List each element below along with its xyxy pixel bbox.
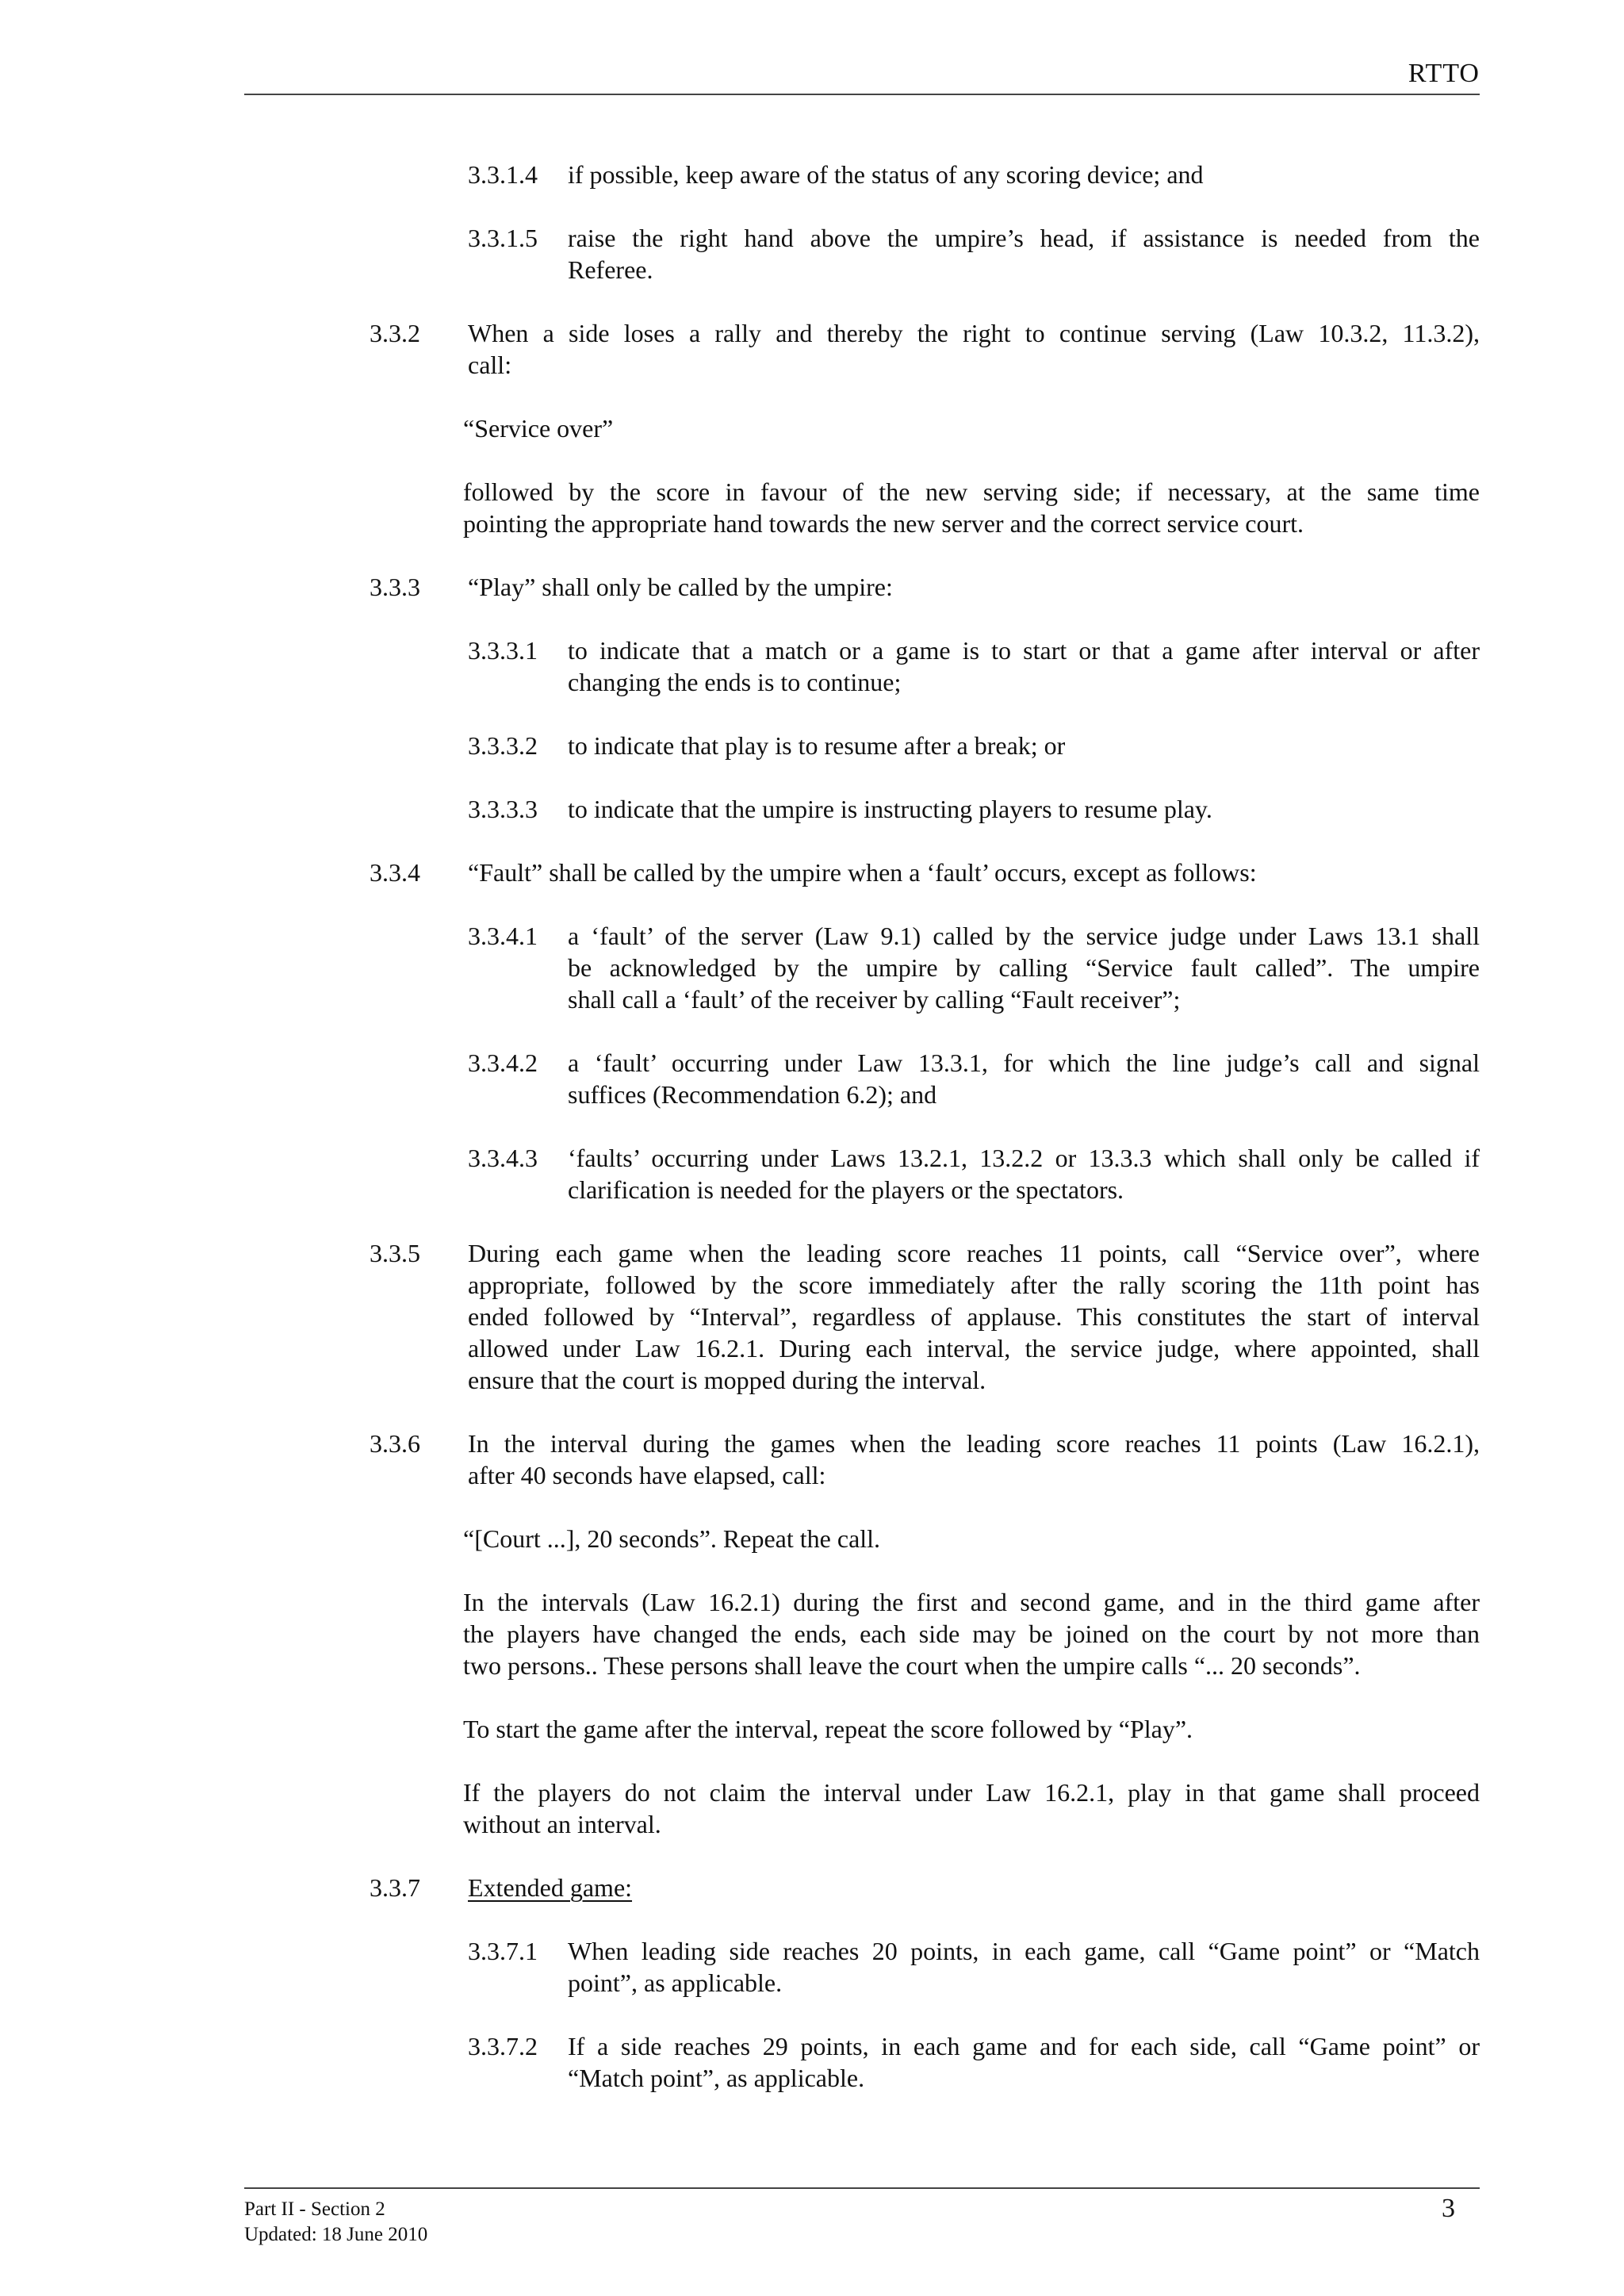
section-number: 3.3.2 [370,319,420,347]
clause-number: 3.3.4.2 [468,1048,538,1077]
clause-text-line: a ‘fault’ of the server (Law 9.1) called by the service judge under Laws 13.1 shall [568,922,1480,950]
footer-section: Part II - Section 2 [244,2198,385,2220]
paragraph-line: To start the game after the interval, repeat the score followed by “Play”. [463,1715,1193,1743]
clause-number: 3.3.3.1 [468,636,538,665]
clause-text-line: to indicate that the umpire is instructing players to resume play. [568,795,1212,823]
clause-number: 3.3.3.2 [468,731,538,760]
clause-number: 3.3.4.3 [468,1144,538,1172]
clause-text-line: to indicate that a match or a game is to start or that a game after interval or after [568,636,1480,665]
clause-text-line: If a side reaches 29 points, in each game and for each side, call “Game point” or [568,2032,1480,2060]
section-text-line: ensure that the court is mopped during the interval. [468,1366,986,1394]
section-number: 3.3.4 [370,858,420,887]
section-text-line: In the interval during the games when the leading score reaches 11 points (Law 16.2.1), [468,1429,1480,1458]
paragraph-line: In the intervals (Law 16.2.1) during the first and second game, and in the third game after [463,1588,1480,1616]
section-text-line: allowed under Law 16.2.1. During each interval, the service judge, where appointed, shall [468,1334,1480,1363]
clause-text-line: ‘faults’ occurring under Laws 13.2.1, 13.2.2 or 13.3.3 which shall only be called if [568,1144,1480,1172]
page-header [244,57,1480,95]
clause-text-line: Referee. [568,255,653,284]
section-number: 3.3.7 [370,1873,420,1902]
footer-info [244,2197,427,2248]
paragraph-line: pointing the appropriate hand towards the new server and the correct service court. [463,509,1304,538]
section-text-line: ended followed by “Interval”, regardless of applause. This constitutes the start of interval [468,1302,1480,1331]
clause-text-line: point”, as applicable. [568,1968,783,1997]
umpire-call: “[Court ...], 20 seconds”. Repeat the call. [463,1524,881,1553]
section-number: 3.3.3 [370,573,420,601]
clause-text-line: “Match point”, as applicable. [568,2064,865,2092]
clause-text-line: changing the ends is to continue; [568,668,902,696]
section-text-line: “Play” shall only be called by the umpire: [468,573,893,601]
clause-number: 3.3.1.4 [468,160,538,189]
section-text-line: appropriate, followed by the score immediately after the rally scoring the 11th point has [468,1271,1480,1299]
clause-text-line: clarification is needed for the players or the spectators. [568,1175,1124,1204]
clause-number: 3.3.4.1 [468,922,538,950]
page-number: 3 [1442,2194,1455,2223]
page-footer [244,2187,1480,2245]
clause-text-line: a ‘fault’ occurring under Law 13.3.1, for which the line judge’s call and signal [568,1048,1480,1077]
clause-text-line: When leading side reaches 20 points, in each game, call “Game point” or “Match [568,1937,1480,1965]
clause-text-line: be acknowledged by the umpire by calling “Service fault called”. The umpire [568,953,1480,982]
clause-text-line: if possible, keep aware of the status of any scoring device; and [568,160,1204,189]
section-text-line: “Fault” shall be called by the umpire when a ‘fault’ occurs, except as follows: [468,858,1257,887]
paragraph-line: the players have changed the ends, each side may be joined on the court by not more than [463,1619,1480,1648]
footer-updated: Updated: 18 June 2010 [244,2224,428,2245]
section-number: 3.3.5 [370,1239,420,1267]
clause-text-line: raise the right hand above the umpire’s head, if assistance is needed from the [568,224,1480,252]
section-heading: Extended game: [468,1873,633,1902]
section-text-line: call: [468,351,512,379]
header-title: RTTO [1408,59,1480,88]
clause-number: 3.3.3.3 [468,795,538,823]
section-text-line: When a side loses a rally and thereby the right to continue serving (Law 10.3.2, 11.3.2), [468,319,1480,347]
clause-number: 3.3.1.5 [468,224,538,252]
paragraph-line: If the players do not claim the interval under Law 16.2.1, play in that game shall proceed [463,1778,1480,1807]
section-text-line: after 40 seconds have elapsed, call: [468,1461,826,1489]
section-number: 3.3.6 [370,1429,420,1458]
clause-text-line: to indicate that play is to resume after a break; or [568,731,1066,760]
clause-number: 3.3.7.1 [468,1937,538,1965]
clause-text-line: shall call a ‘fault’ of the receiver by calling “Fault receiver”; [568,985,1181,1014]
clause-number: 3.3.7.2 [468,2032,538,2060]
umpire-call: “Service over” [463,414,614,443]
clause-text-line: suffices (Recommendation 6.2); and [568,1080,937,1109]
paragraph-line: without an interval. [463,1810,661,1838]
section-text-line: During each game when the leading score reaches 11 points, call “Service over”, where [468,1239,1480,1267]
paragraph-line: two persons.. These persons shall leave the court when the umpire calls “... 20 seconds”. [463,1651,1361,1680]
paragraph-line: followed by the score in favour of the new serving side; if necessary, at the same time [463,477,1480,506]
